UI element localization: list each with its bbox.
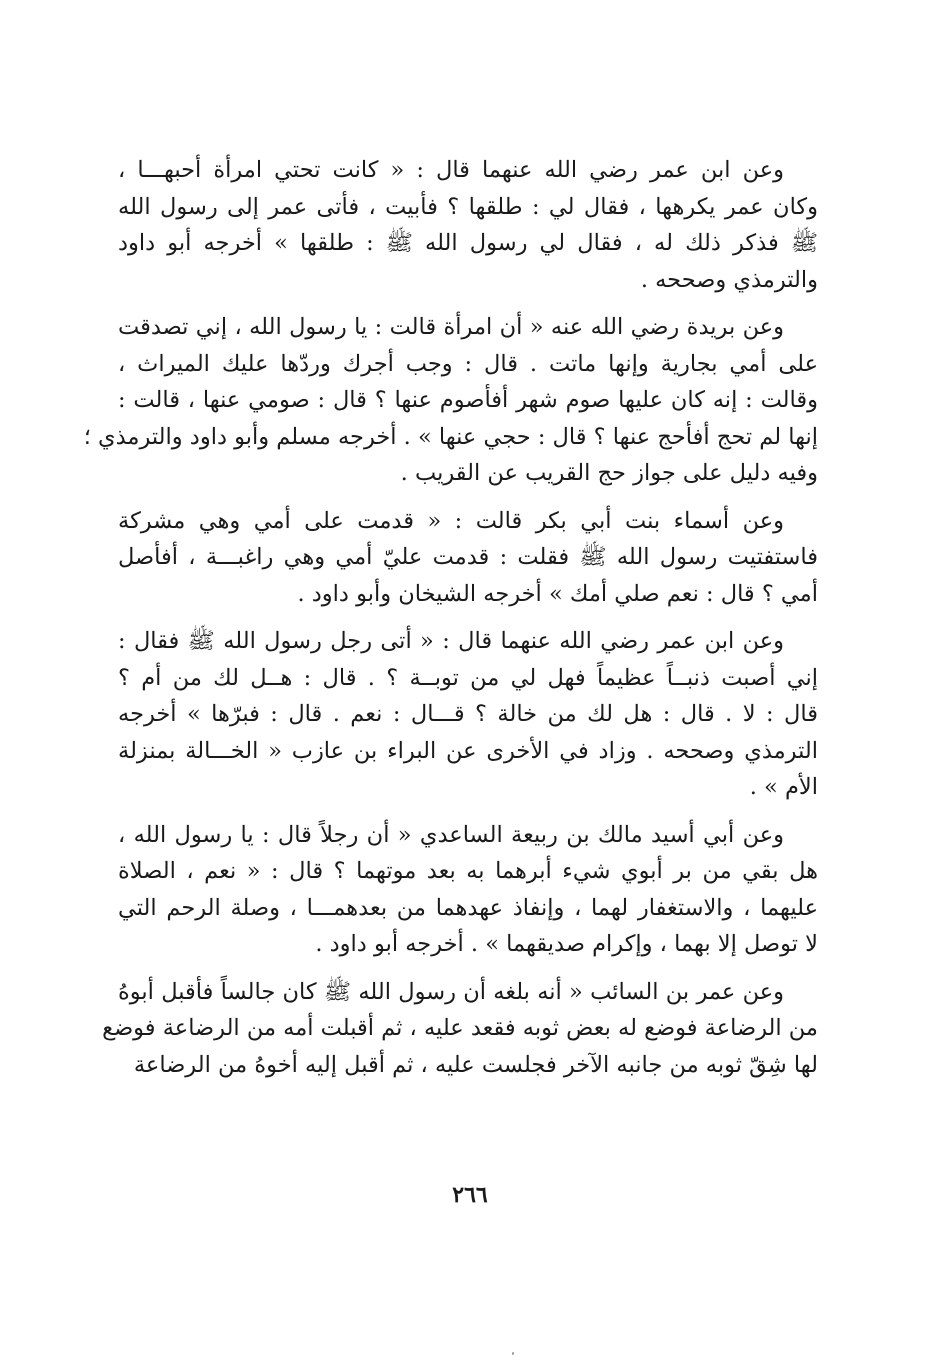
text-line: وعن ابن عمر رضي الله عنهما قال : « كانت تحتي امرأة أحبهـــا ، (118, 157, 784, 183)
text-line: إنها لم تحج أفأحج عنها ؟ قال : حجي عنها » . أخرجه مسلم وأبو داود والترمذي ؛ (83, 423, 818, 450)
text-line: لا توصل إلا بهما ، وإكرام صديقهما » . أخرجه أبو داود . (315, 931, 818, 957)
text-line: الترمذي وصححه . وزاد في الأخرى عن البراء بن عازب « الخـــالة بمنزلة (118, 737, 818, 764)
text-line: والترمذي وصححه . (640, 266, 818, 293)
paragraph (83, 309, 818, 492)
text-line: فاستفتيت رسول الله ﷺ فقلت : قدمت عليّ أمي وهي راغبـــة ، أفأصل (118, 544, 818, 570)
text-line: وعن بريدة رضي الله عنه « أن امرأة قالت : يا رسول الله ، إني تصدقت (118, 314, 784, 340)
text-line: وعن أبي أسيد مالك بن ربيعة الساعدي « أن رجلاً قال : يا رسول الله ، (118, 821, 784, 848)
text-line: على أمي بجارية وإنها ماتت . قال : وجب أجرك وردّها عليك الميراث ، (118, 350, 818, 377)
paragraph (118, 817, 818, 963)
text-line: عليهما ، والاستغفار لهما ، وإنفاذ عهدهما من بعدهمـــا ، وصلة الرحم التي (118, 894, 818, 921)
text-line: إني أصبت ذنبــاً عظيماً فهل لي من توبــة ؟ . قال : هــل لك من أم ؟ (118, 664, 818, 691)
text-line: هل بقي من بر أبوي شيء أبرهما به بعد موتهما ؟ قال : « نعم ، الصلاة (118, 858, 818, 884)
text-line: من الرضاعة فوضع له بعض ثوبه فقعد عليه ، ثم أقبلت أمه من الرضاعة فوضع (102, 1015, 818, 1041)
paragraph (118, 152, 818, 298)
text-line: ﷺ فذكر ذلك له ، فقال لي رسول الله ﷺ : طلقها » أخرجه أبو داود (118, 230, 818, 256)
text-line: لها شِقّ ثوبه من جانبه الآخر فجلست عليه ، ثم أقبل إليه أخوهُ من الرضاعة (133, 1051, 818, 1078)
page-number: ٢٦٦ (452, 1182, 488, 1208)
paragraph (118, 503, 818, 613)
text-line: أمي ؟ قال : نعم صلي أمك » أخرجه الشيخان وأبو داود . (297, 580, 818, 607)
paragraph (118, 623, 818, 806)
body-text (83, 152, 818, 1094)
text-line: وعن ابن عمر رضي الله عنهما قال : « أتى رجل رسول الله ﷺ فقال : (118, 628, 784, 654)
text-line: وقالت : إنه كان عليها صوم شهر أفأصوم عنها ؟ قال : صومي عنها ، قالت : (118, 387, 818, 413)
paragraph (102, 974, 818, 1084)
text-line: وعن أسماء بنت أبي بكر قالت : « قدمت على أمي وهي مشركة (118, 507, 784, 534)
text-line: وعن عمر بن السائب « أنه بلغه أن رسول الله ﷺ كان جالساً فأقبل أبوهُ (118, 978, 784, 1005)
text-line: قال : لا . قال : هل لك من خالة ؟ قـــال : نعم . قال : فبرّها » أخرجه (118, 701, 818, 727)
text-line: وفيه دليل على جواز حج القريب عن القريب . (400, 460, 818, 486)
text-line: الأم » . (749, 774, 818, 800)
scan-speck (512, 1352, 514, 1355)
text-line: وكان عمر يكرهها ، فقال لي : طلقها ؟ فأبيت ، فأتى عمر إلى رسول الله (118, 193, 818, 220)
